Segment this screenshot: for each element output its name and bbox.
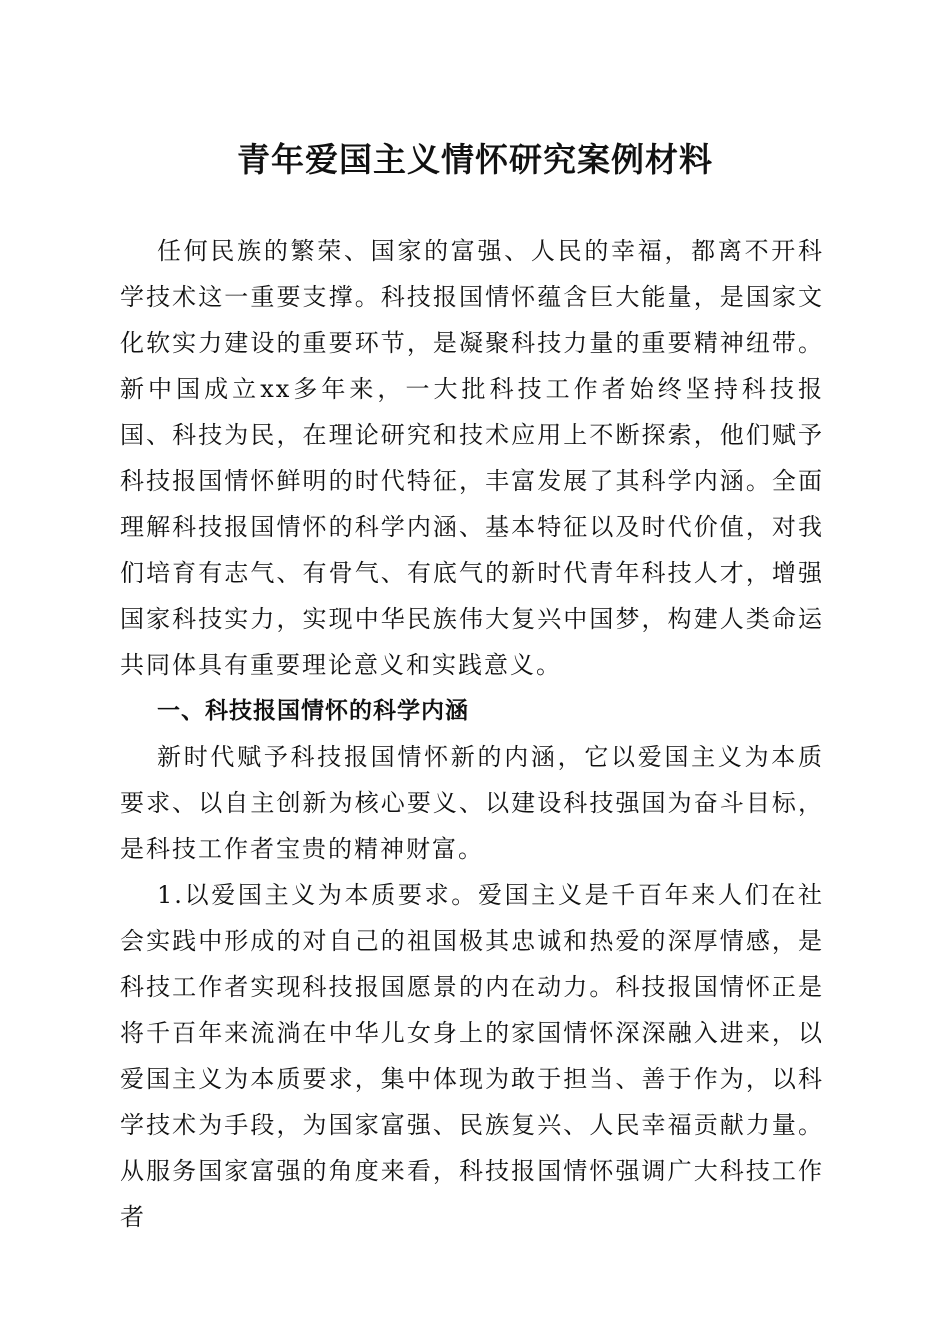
section-heading-1: 一、科技报国情怀的科学内涵	[157, 698, 469, 724]
document-body	[120, 228, 824, 1240]
section-1-point-1-paragraph: 1.以爱国主义为本质要求。爱国主义是千百年来人们在社会实践中形成的对自己的祖国极其忠诚和热爱的深厚情感，是科技工作者实现科技报国愿景的内在动力。科技报国情怀正是将千百年来流淌在中华儿女身上的家国情怀深深融入进来，以爱国主义为本质要求，集中体现为敢于担当、善于作为，以科学技术为手段，为国家富强、民族复兴、人民幸福贡献力量。从服务国家富强的角度来看，科技报国情怀强调广大科技工作者	[120, 881, 824, 1231]
document-title: 青年爱国主义情怀研究案例材料	[237, 140, 713, 179]
intro-paragraph: 任何民族的繁荣、国家的富强、人民的幸福，都离不开科学技术这一重要支撑。科技报国情怀蕴含巨大能量，是国家文化软实力建设的重要环节，是凝聚科技力量的重要精神纽带。新中国成立xx多年来，一大批科技工作者始终坚持科技报国、科技为民，在理论研究和技术应用上不断探索，他们赋予科技报国情怀鲜明的时代特征，丰富发展了其科学内涵。全面理解科技报国情怀的科学内涵、基本特征以及时代价值，对我们培育有志气、有骨气、有底气的新时代青年科技人才，增强国家科技实力，实现中华民族伟大复兴中国梦，构建人类命运共同体具有重要理论意义和实践意义。	[120, 237, 824, 679]
section-1-intro-paragraph: 新时代赋予科技报国情怀新的内涵，它以爱国主义为本质要求、以自主创新为核心要义、以建设科技强国为奋斗目标，是科技工作者宝贵的精神财富。	[120, 743, 824, 863]
